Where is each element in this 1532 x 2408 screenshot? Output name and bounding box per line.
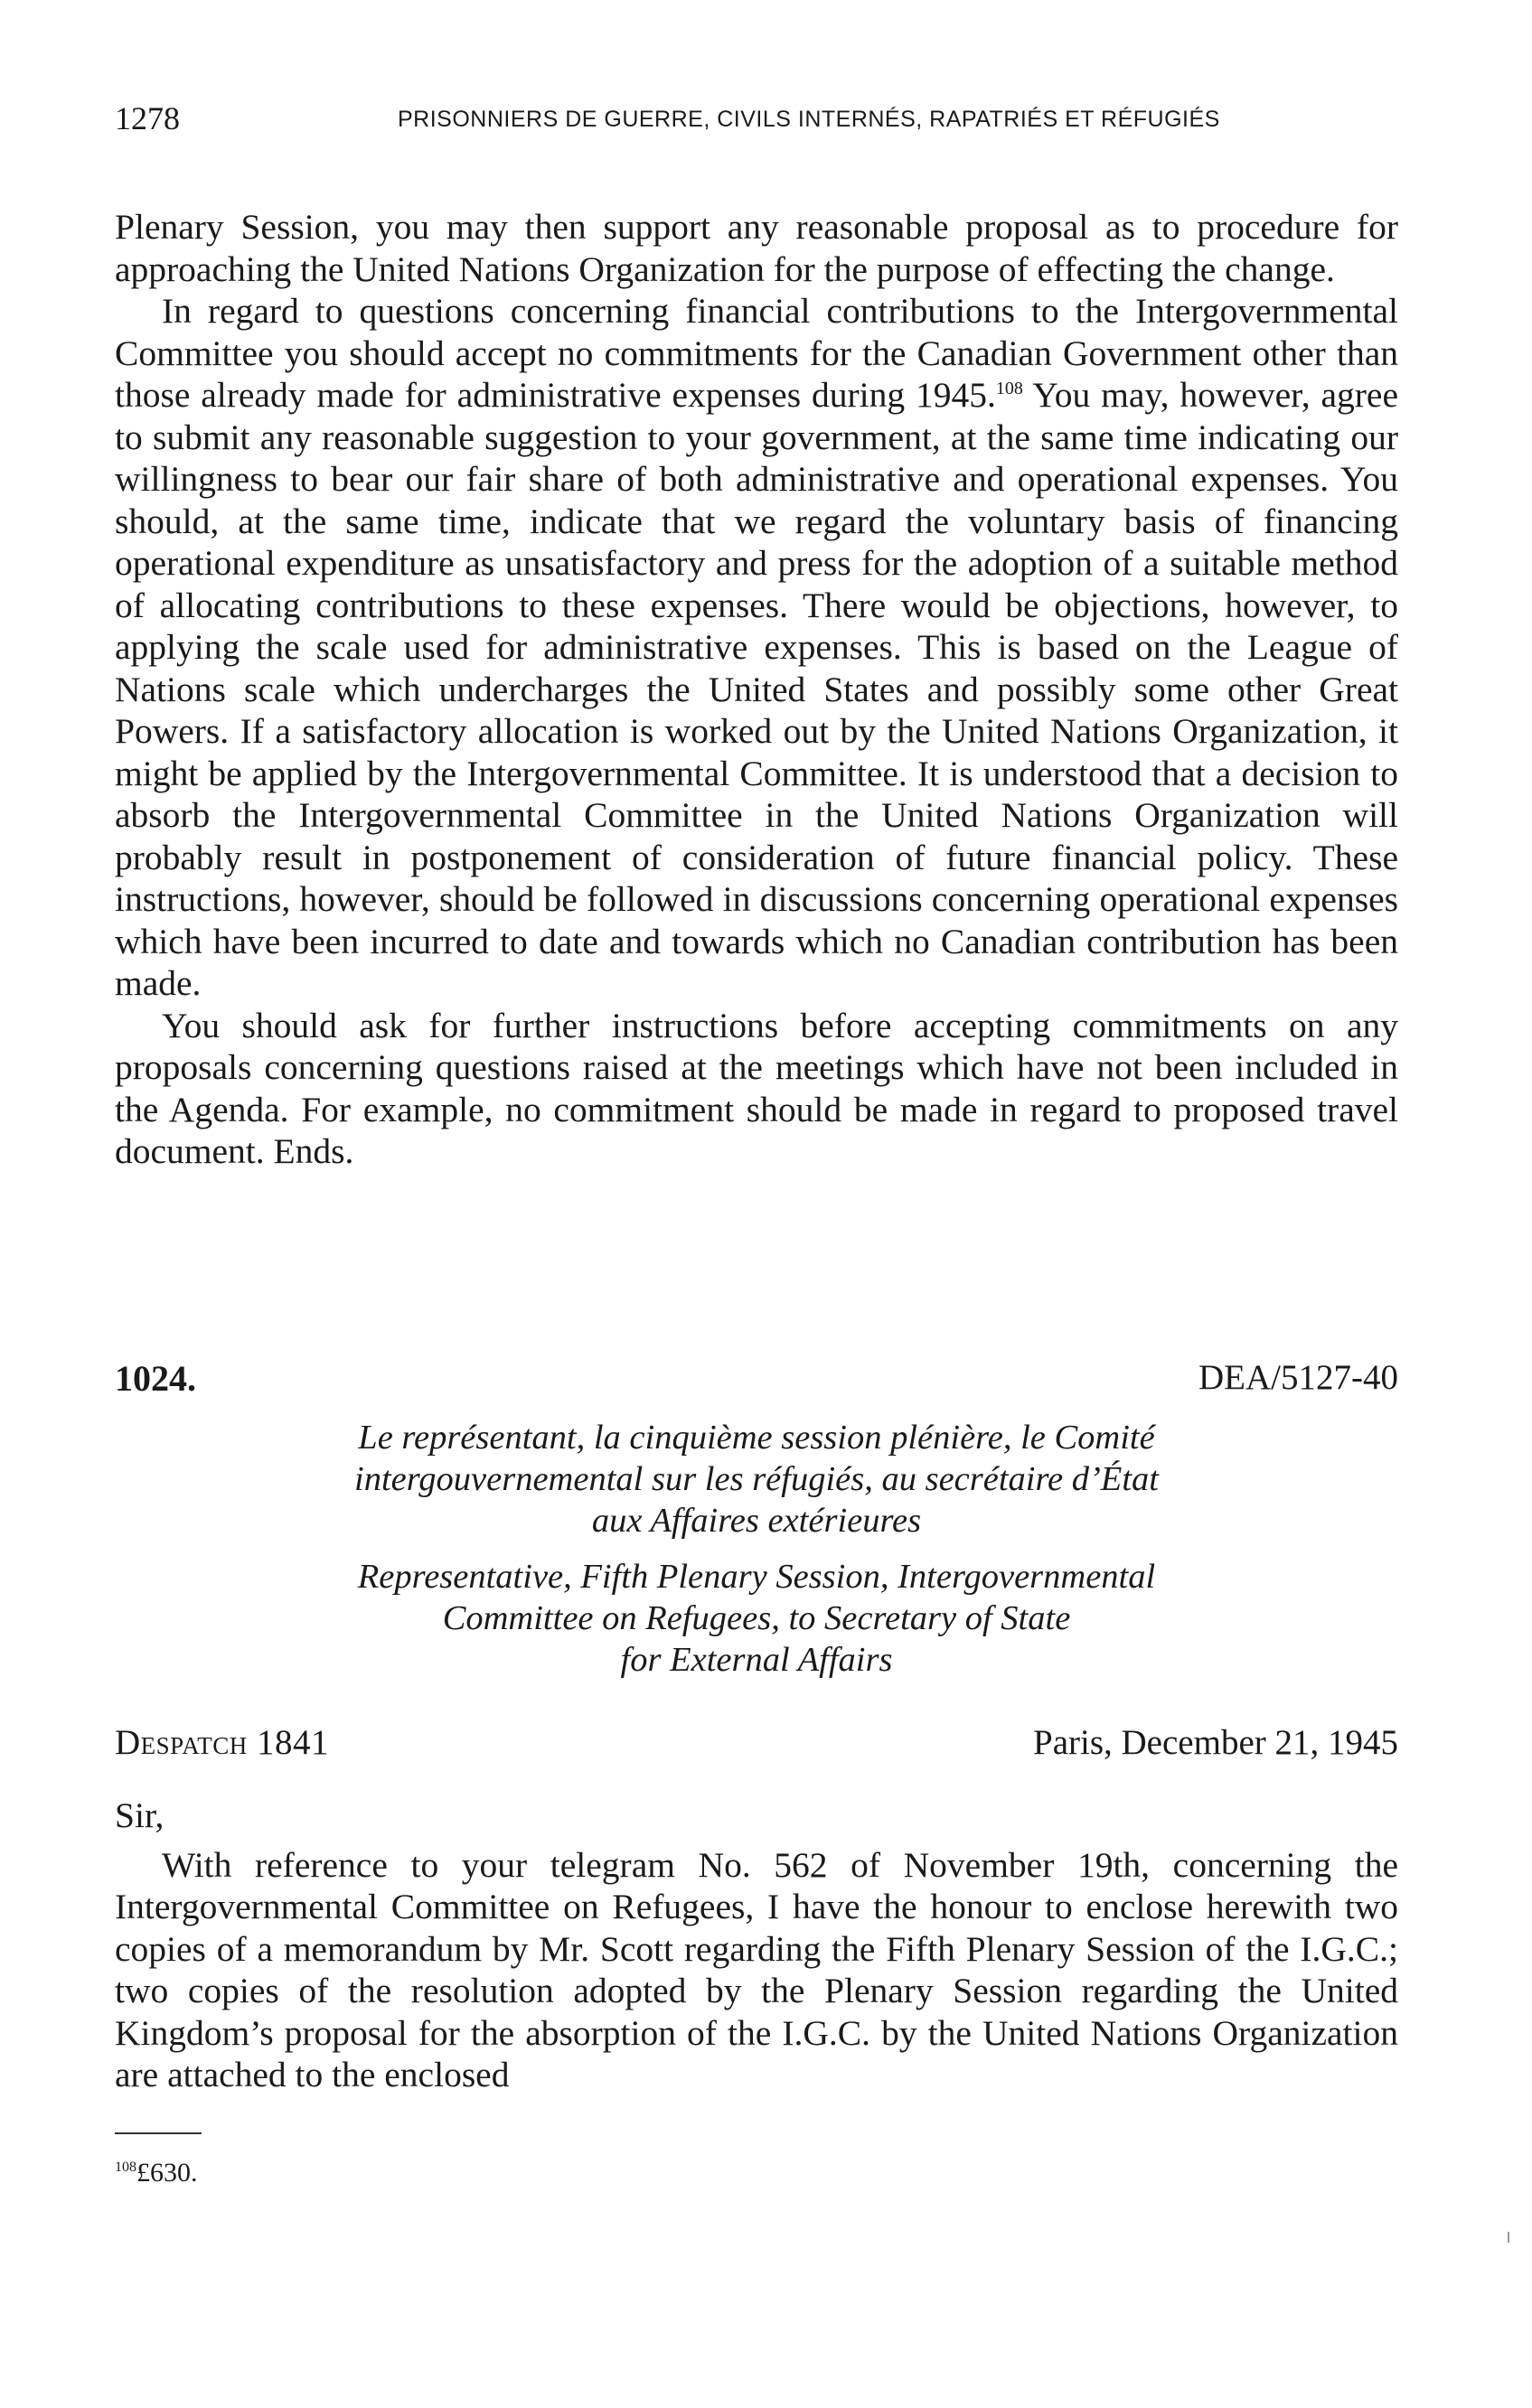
body-text-top [115,206,1398,1173]
paragraph [115,290,1398,1005]
paragraph: Plenary Session, you may then support any reasonable proposal as to procedure for approaching the United Nations Organization for the purpose of effecting the change. [115,207,1398,289]
paragraph-text: You may, however, agree to submit any reasonable suggestion to your government, at the same time indicating our willingness to bear our fair share of both administrative and operational expenses. You should, at the same time, indicate that we regard the voluntary basis of financing operational expenditure as unsatisfactory and press for the adoption of a suitable method of allocating contributions to these expenses. There would be objections, however, to applying the scale used for administrative expenses. This is based on the League of Nations scale which undercharges the United States and possibly some other Great Powers. If a satisfactory allocation is worked out by the United Nations Organization, it might be applied by the Intergovernmental Committee. It is understood that a decision to absorb the Intergovernmental Committee in the United Nations Organization will probably result in postponement of consideration of future financial policy. These instructions, however, should be followed in discussions concerning operational expenses which have been incurred to date and towards which no Canadian contribution has been made. [115,375,1398,1003]
paragraph: With reference to your telegram No. 562 of November 19th, concerning the Intergovernmental Committee on Refugees, I have the honour to enclose herewith two copies of a memorandum by Mr. Scott regarding the Fifth Plenary Session of the I.G.C.; two copies of the resolution adopted by the Plenary Session regarding the United Kingdom’s proposal for the absorption of the I.G.C. by the United Nations Organization are attached to the enclosed [115,1844,1398,2094]
page-number: 1278 [115,100,180,136]
document-reference: DEA/5127-40 [1198,1358,1398,1397]
english-heading [115,1556,1398,1681]
heading-line: intergouvernemental sur les réfugiés, au secrétaire d’État [354,1460,1159,1498]
french-heading [115,1417,1398,1541]
place-date: Paris, December 21, 1945 [1033,1723,1398,1762]
footnote-rule [115,2132,202,2134]
despatch-number: Despatch 1841 [115,1723,329,1762]
running-title: PRISONNIERS DE GUERRE, CIVILS INTERNÉS, RAPATRIÉS ET RÉFUGIÉS [398,107,1220,132]
footnote [115,2158,198,2188]
document-number: 1024. [115,1358,196,1399]
body-text-letter [115,1794,1398,2096]
heading-line: Committee on Refugees, to Secretary of State [442,1599,1071,1637]
salutation: Sir, [115,1795,164,1835]
footnote-marker: 108 [115,2160,136,2175]
heading-line: aux Affaires extérieures [591,1502,922,1540]
heading-line: Representative, Fifth Plenary Session, Intergovernmental [357,1558,1156,1596]
footnote-reference: 108 [995,378,1023,398]
paragraph: You should ask for further instructions before accepting commitments on any proposals concerning questions raised at the meetings which have not been included in the Agenda. For example, no commitment should be made in regard to proposed travel document. Ends. [115,1005,1398,1171]
paragraph-text: In regard to questions concerning financial contributions to the Intergovernmental Committee you should accept no commitments for the Canadian Government other than those already made for administrative expenses during 1945. [115,291,1398,415]
heading-line: for External Affairs [620,1641,893,1679]
scan-mark [1508,2232,1509,2243]
footnote-text: £630. [136,2158,198,2188]
heading-line: Le représentant, la cinquième session plénière, le Comité [358,1419,1155,1457]
